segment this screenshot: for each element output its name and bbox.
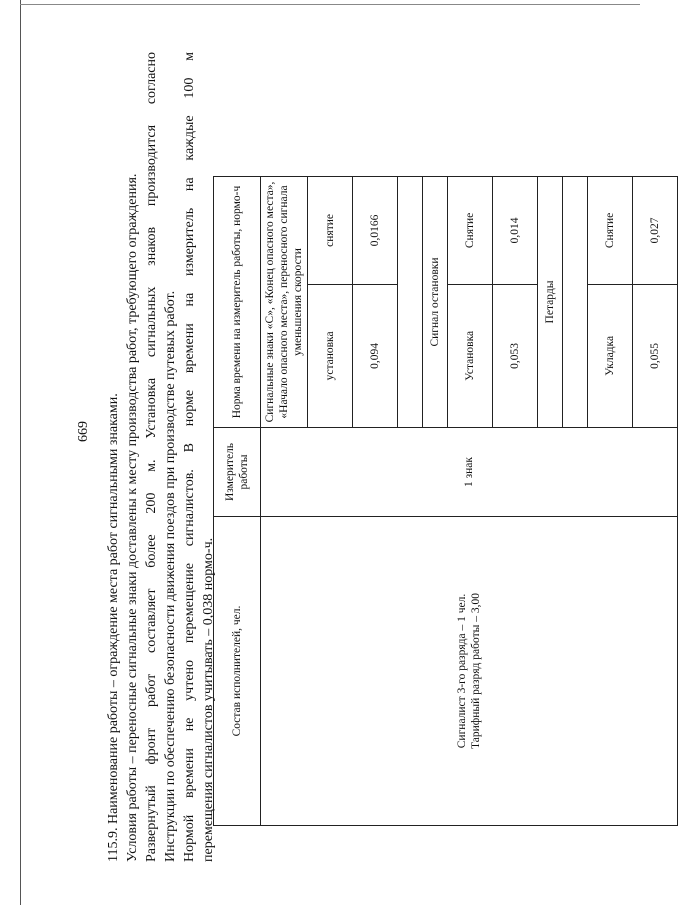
composition-cell <box>261 517 678 826</box>
norm-value: 0,055 <box>633 284 678 427</box>
section-title: Сигнальные знаки «С», «Конец опасного места», «Начало опасного места», переносного сигнала уменьшения скорости <box>261 177 308 428</box>
paragraph-instruction: Инструкции по обеспечению безопасности движения поездов при производстве путевых работ. <box>163 290 178 862</box>
paragraph-front: Развернутый фронт работ составляет более 200 м. Установка сигнальных знаков производится согласно <box>144 52 159 862</box>
spacer-cell <box>398 177 423 428</box>
scan-frame-top <box>20 4 640 5</box>
paragraph-norm-note: Нормой времени не учтено перемещение сигналистов. В норме времени на измеритель на каждые 100 м <box>182 52 197 862</box>
header-composition: Состав исполнителей, чел. <box>214 517 261 826</box>
norm-value: 0,027 <box>633 177 678 285</box>
section-title: Петарды <box>538 177 563 428</box>
scan-frame-left <box>20 0 21 905</box>
operation-label: Укладка <box>588 284 633 427</box>
norm-table <box>213 176 678 826</box>
norm-value: 0,053 <box>493 284 538 427</box>
paragraph-movement: перемещения сигналистов учитывать – 0,038 нормо-ч. <box>201 537 216 862</box>
norm-value: 0,0166 <box>353 177 398 285</box>
composition-line: Тарифный разряд работы – 3,00 <box>470 593 482 749</box>
operation-label: Установка <box>448 284 493 427</box>
header-unit: Измеритель работы <box>214 428 261 517</box>
page-number: 669 <box>76 421 91 442</box>
section-title: Сигнал остановки <box>423 177 448 428</box>
work-description <box>104 52 218 862</box>
operation-label: установка <box>308 284 353 427</box>
header-norm: Норма времени на измеритель работы, нормо-ч <box>214 177 261 428</box>
operation-label: Снятие <box>588 177 633 285</box>
norm-value: 0,014 <box>493 177 538 285</box>
unit-cell: 1 знак <box>261 428 678 517</box>
operation-label: Снятие <box>448 177 493 285</box>
table-header-row <box>214 177 261 826</box>
composition-line: Сигналист 3-го разряда – 1 чел. <box>456 593 468 749</box>
table-row <box>261 177 308 826</box>
spacer-cell <box>563 177 588 428</box>
paragraph-title: 115.9. Наименование работы – ограждение места работ сигнальными знаками. <box>106 393 121 862</box>
operation-label: снятие <box>308 177 353 285</box>
norm-value: 0,094 <box>353 284 398 427</box>
rotated-content <box>76 42 661 862</box>
paragraph-conditions: Условия работы – переносные сигнальные знаки доставлены к месту производства работ, требующего ограждения. <box>125 173 140 862</box>
